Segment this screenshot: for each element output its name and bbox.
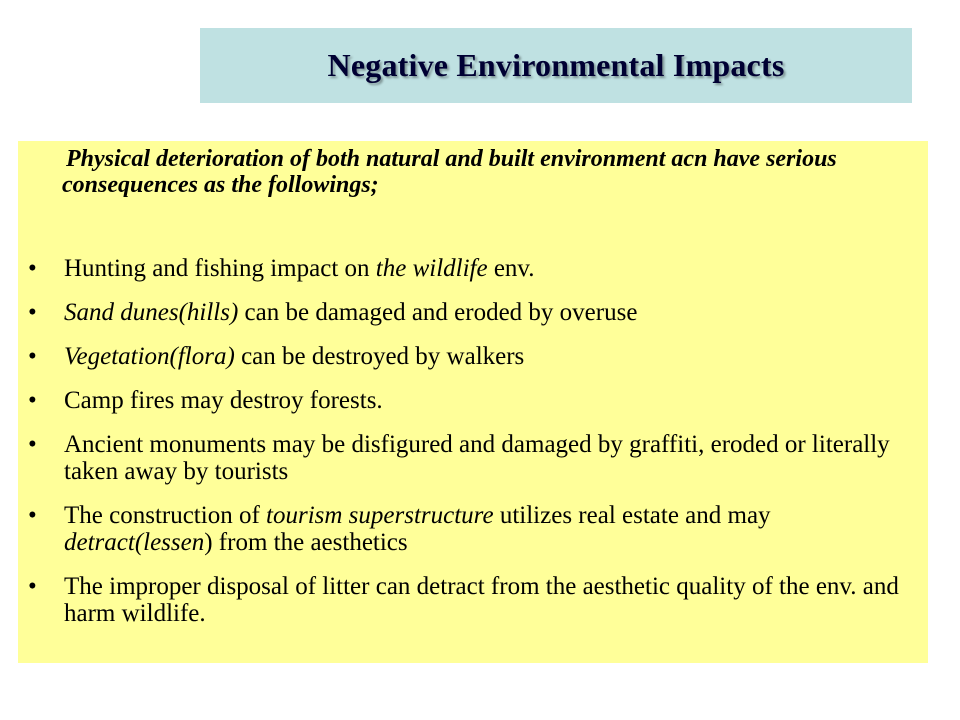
bullet-emphasis: Sand dunes(hills) [64, 299, 239, 326]
bullet-text: The construction of [64, 502, 267, 529]
bullet-item-sand-dunes [18, 299, 928, 326]
bullet-emphasis: Vegetation(flora) [64, 343, 235, 370]
bullet-text: env. [487, 255, 535, 282]
bullet-item-superstructure [18, 502, 928, 556]
bullet-item-monuments [18, 431, 928, 485]
intro-text: Physical deterioration of both natural and built environment acn have serious consequences as the followings; [62, 146, 837, 198]
bullet-icon: • [28, 431, 37, 458]
bullet-item-vegetation [18, 343, 928, 370]
bullet-text: Hunting and fishing impact on [64, 255, 376, 282]
bullet-icon: • [28, 255, 37, 282]
bullet-text: Ancient monuments may be disfigured and damaged by graffiti, eroded or literally taken away by tourists [64, 431, 890, 485]
bullet-emphasis: the wildlife [375, 255, 488, 282]
bullet-icon: • [28, 343, 37, 370]
bullet-item-litter [18, 573, 928, 627]
bullet-item-hunting [18, 255, 928, 282]
bullet-icon: • [28, 299, 37, 326]
title-banner [200, 28, 912, 103]
slide-title: Negative Environmental Impacts [327, 47, 785, 83]
bullet-icon: • [28, 502, 37, 529]
bullet-icon: • [28, 387, 37, 414]
bullet-item-camp-fires [18, 387, 928, 414]
content-panel [18, 141, 928, 663]
bullet-icon: • [28, 573, 37, 600]
bullet-text: ) from the aesthetics [204, 529, 408, 556]
bullet-emphasis: detract(lessen [64, 529, 205, 556]
bullet-list [18, 255, 928, 644]
bullet-emphasis: tourism superstructure [266, 502, 494, 529]
bullet-text: The improper disposal of litter can detract from the aesthetic quality of the env. and harm wildlife. [64, 573, 899, 627]
bullet-text: can be damaged and eroded by overuse [238, 299, 638, 326]
bullet-text: utilizes real estate and may [493, 502, 771, 529]
bullet-text: can be destroyed by walkers [234, 343, 525, 370]
bullet-text: Camp fires may destroy forests. [64, 387, 383, 414]
